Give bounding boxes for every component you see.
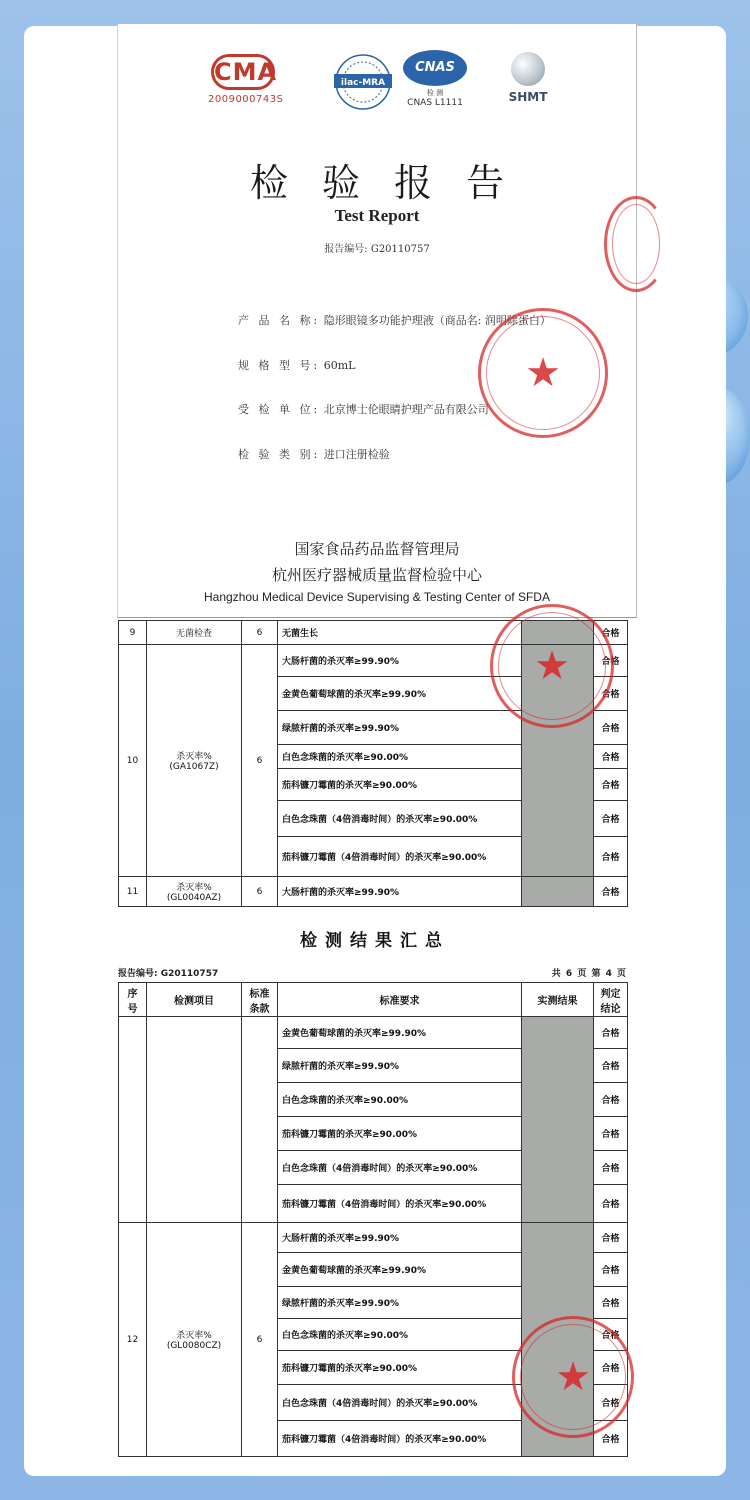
summary-title: 检测结果汇总 — [300, 931, 450, 951]
cma-code: 2009000743S — [208, 94, 284, 105]
table-row: 茄科镰刀霉菌的杀灭率≥90.00% 合格 — [119, 1117, 628, 1151]
cnas-sub: 检 测 — [426, 89, 444, 97]
cnas-code: CNAS L1111 — [407, 98, 463, 108]
header-no: 序号 — [119, 983, 147, 1017]
company-seal-stamp: ★ — [478, 308, 608, 438]
company-seal-stamp: ★ — [490, 604, 614, 728]
table-row: 白色念珠菌的杀灭率≥90.00% 合格 — [119, 1083, 628, 1117]
edge-seal-stamp — [604, 196, 668, 292]
table-row: 白色念珠菌（4倍消毒时间）的杀灭率≥90.00% 合格 — [119, 1385, 628, 1421]
page-indicator: 共 6 页 第 4 页 — [551, 969, 627, 979]
authority-line-2: 杭州医疗器械质量监督检验中心 — [271, 566, 482, 584]
cnas-mark: CNAS — [403, 50, 467, 86]
field-spec: 规 格 型 号: 60mL — [238, 359, 356, 372]
table-row: 金黄色葡萄球菌的杀灭率≥99.90% 合格 — [119, 677, 628, 711]
header-item: 检测项目 — [147, 983, 242, 1017]
table-row: 茄科镰刀霉菌（4倍消毒时间）的杀灭率≥90.00% 合格 — [119, 1421, 628, 1457]
header-clause: 标准条款 — [242, 983, 278, 1017]
header-verdict: 判定结论 — [594, 983, 628, 1017]
table-row: 白色念珠菌的杀灭率≥90.00% 合格 — [119, 1319, 628, 1351]
cnas-logo — [400, 50, 470, 120]
shmt-logo — [498, 52, 558, 104]
authority-line-1: 国家食品药品监督管理局 — [294, 540, 460, 558]
header-requirement: 标准要求 — [278, 983, 522, 1017]
table-row: 茄科镰刀霉菌（4倍消毒时间）的杀灭率≥90.00% 合格 — [119, 1185, 628, 1223]
table-row: 12 杀灭率% (GL0080CZ) 6 大肠杆菌的杀灭率≥99.90% 合格 — [119, 1223, 628, 1253]
report-title-en: Test Report — [334, 206, 420, 225]
table-row: 10 杀灭率% (GA1067Z) 6 大肠杆菌的杀灭率≥99.90% 合格 — [119, 645, 628, 677]
table-row: 金黄色葡萄球菌的杀灭率≥99.90% 合格 — [119, 1017, 628, 1049]
table-row: 白色念珠菌的杀灭率≥90.00% 合格 — [119, 745, 628, 769]
table-row: 绿脓杆菌的杀灭率≥99.90% 合格 — [119, 1287, 628, 1319]
table-row: 茄科镰刀霉菌的杀灭率≥90.00% 合格 — [119, 1351, 628, 1385]
field-product-name: 产 品 名 称: 隐形眼镜多功能护理液（商品名: 润明除蛋白） — [238, 314, 551, 327]
table-row: 绿脓杆菌的杀灭率≥99.90% 合格 — [119, 711, 628, 745]
table-row: 9 无菌检查 6 无菌生长 合格 — [119, 621, 628, 645]
table-row: 11 杀灭率% (GL0040AZ) 6 大肠杆菌的杀灭率≥99.90% 合格 — [119, 877, 628, 907]
field-category: 检 验 类 别: 进口注册检验 — [238, 448, 390, 461]
table-row: 金黄色葡萄球菌的杀灭率≥99.90% 合格 — [119, 1253, 628, 1287]
table-row: 茄科镰刀霉菌（4倍消毒时间）的杀灭率≥90.00% 合格 — [119, 837, 628, 877]
cma-mark: CMA — [211, 54, 275, 90]
ilac-label: ilac-MRA — [340, 78, 386, 88]
table-header-row — [119, 983, 628, 1017]
authority-en: Hangzhou Medical Device Supervising & Testing Center of SFDA — [204, 590, 550, 604]
ilac-mra-logo — [330, 52, 396, 112]
globe-icon — [511, 52, 545, 86]
field-client: 受 检 单 位: 北京博士伦眼睛护理产品有限公司 — [238, 403, 489, 416]
table-row: 白色念珠菌（4倍消毒时间）的杀灭率≥90.00% 合格 — [119, 801, 628, 837]
report-number: 报告编号: G20110757 — [324, 244, 430, 255]
table-row: 绿脓杆菌的杀灭率≥99.90% 合格 — [119, 1049, 628, 1083]
table-row: 茄科镰刀霉菌的杀灭率≥90.00% 合格 — [119, 769, 628, 801]
header-result: 实测结果 — [522, 983, 594, 1017]
company-seal-stamp: ★ — [512, 1316, 634, 1438]
cma-logo — [208, 54, 284, 105]
report-title-cn: 检验报告 — [249, 161, 538, 205]
table-row: 白色念珠菌（4倍消毒时间）的杀灭率≥90.00% 合格 — [119, 1151, 628, 1185]
shmt-label: SHMT — [508, 90, 548, 104]
summary-report-number: 报告编号: G20110757 — [118, 969, 219, 979]
